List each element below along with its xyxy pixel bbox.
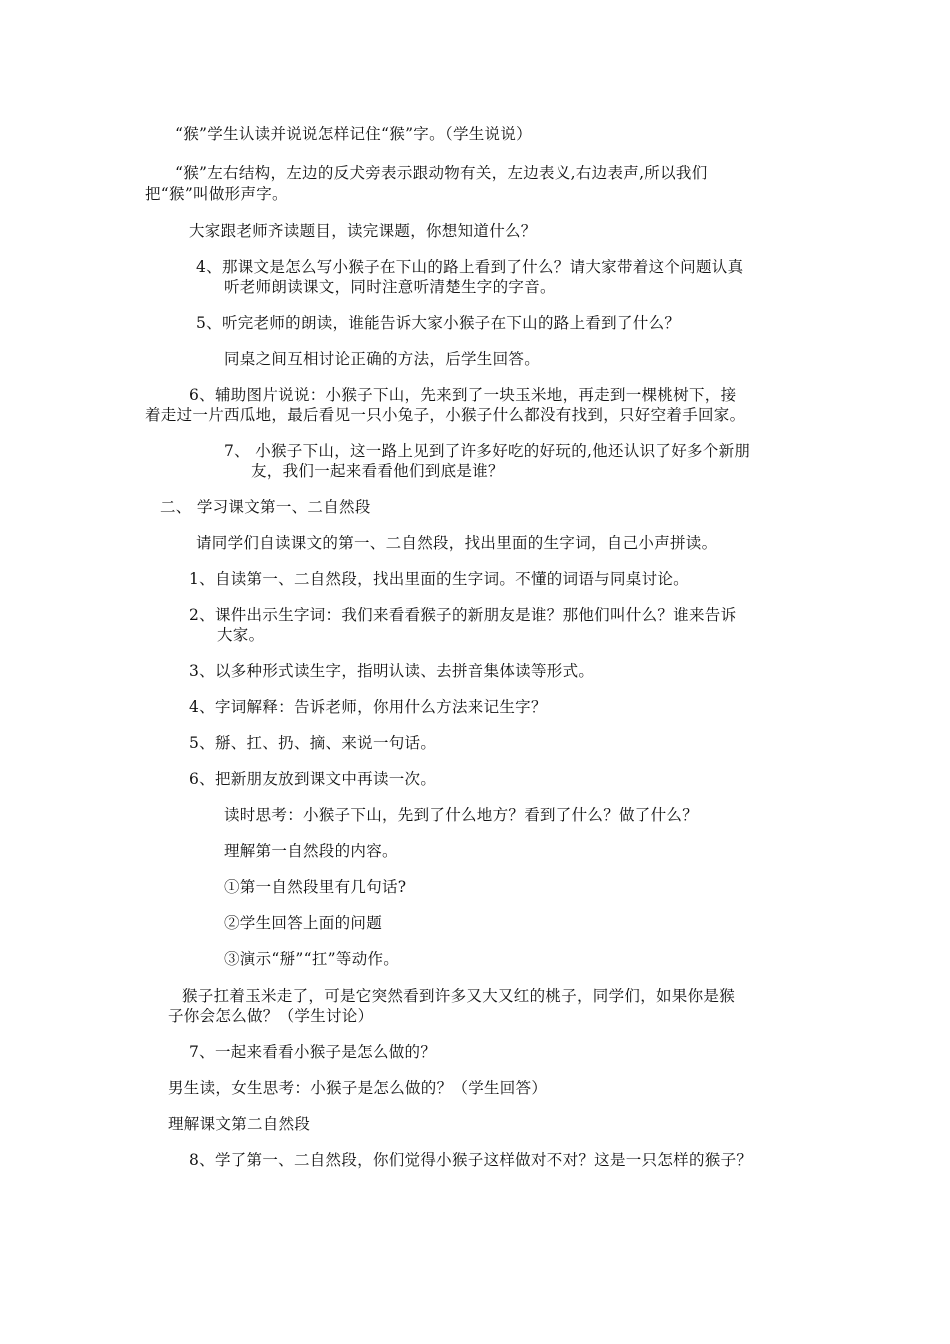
text-line: 8、学了第一、二自然段，你们觉得小猴子这样做对不对？这是一只怎样的猴子？ [189, 1151, 753, 1169]
text-line: 6、辅助图片说说：小猴子下山，先来到了一块玉米地，再走到一棵桃树下，接 [189, 386, 737, 404]
text-line: 把“猴”叫做形声字。 [145, 185, 288, 203]
text-line: 听老师朗读课文，同时注意听清楚生字的字音。 [224, 278, 556, 296]
text-line: 2、课件出示生字词：我们来看看猴子的新朋友是谁？那他们叫什么？谁来告诉 [189, 606, 737, 624]
text-line: 着走过一片西瓜地，最后看见一只小兔子，小猴子什么都没有找到，只好空着手回家。 [145, 406, 746, 424]
text-line: 7、 小猴子下山，这一路上见到了许多好吃的好玩的,他还认识了好多个新朋 [224, 442, 751, 460]
text-line: “猴”学生认读并说说怎样记住“猴”字。（学生说说） [175, 125, 532, 143]
text-line: 友，我们一起来看看他们到底是谁？ [251, 462, 504, 480]
text-line: 5、掰、扛、扔、摘、来说一句话。 [189, 734, 437, 752]
text-line: 请同学们自读课文的第一、二自然段，找出里面的生字词，自己小声拼读。 [196, 534, 718, 552]
text-line: 理解第一自然段的内容。 [224, 842, 398, 860]
text-line: ③演示“掰”“扛”等动作。 [224, 950, 400, 968]
text-line: 7、一起来看看小猴子是怎么做的？ [189, 1043, 437, 1061]
text-line: 理解课文第二自然段 [168, 1115, 311, 1133]
text-line: 大家跟老师齐读题目，读完课题，你想知道什么？ [189, 222, 537, 240]
text-line: “猴”左右结构，左边的反犬旁表示跟动物有关，左边表义,右边表声,所以我们 [175, 164, 708, 182]
text-line: 6、把新朋友放到课文中再读一次。 [189, 770, 437, 788]
section-heading: 二、 学习课文第一、二自然段 [160, 498, 371, 516]
text-line: 大家。 [217, 626, 265, 644]
text-line: 子你会怎么做？（学生讨论） [168, 1007, 374, 1025]
text-line: 同桌之间互相讨论正确的方法，后学生回答。 [224, 350, 541, 368]
text-line: ②学生回答上面的问题 [224, 914, 383, 932]
text-line: 4、那课文是怎么写小猴子在下山的路上看到了什么？请大家带着这个问题认真 [196, 258, 744, 276]
text-line: 5、听完老师的朗读，谁能告诉大家小猴子在下山的路上看到了什么？ [196, 314, 681, 332]
text-line: 猴子扛着玉米走了，可是它突然看到许多又大又红的桃子，同学们，如果你是猴 [182, 987, 736, 1005]
text-line: 1、自读第一、二自然段，找出里面的生字词。不懂的词语与同桌讨论。 [189, 570, 689, 588]
text-line: 读时思考：小猴子下山，先到了什么地方？看到了什么？做了什么？ [224, 806, 699, 824]
text-line: 4、字词解释：告诉老师，你用什么方法来记生字？ [189, 698, 547, 716]
text-line: ①第一自然段里有几句话? [224, 878, 407, 896]
text-line: 3、以多种形式读生字，指明认读、去拼音集体读等形式。 [189, 662, 595, 680]
text-line: 男生读，女生思考：小猴子是怎么做的？（学生回答） [168, 1079, 548, 1097]
